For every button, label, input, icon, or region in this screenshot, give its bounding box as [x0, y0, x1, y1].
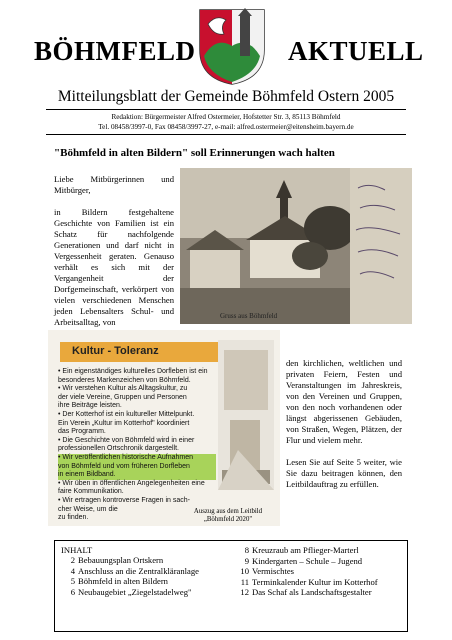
article-column-1 — [54, 174, 174, 339]
toc-item: 4 Anschluss an die Zentralkläranlage — [70, 565, 199, 576]
toc-item: 11 Terminkalender Kultur im Kotterhof — [240, 576, 378, 587]
leitbild-heading-bar — [60, 342, 218, 362]
toc-item: 6 Neubaugebiet „Ziegelstadelweg" — [70, 586, 192, 597]
leitbild-line: • Wir ertragen kontroverse Fragen in sach- — [58, 496, 191, 504]
article-column-2 — [286, 358, 402, 501]
masthead — [0, 0, 452, 86]
leitbild-line: professionellen Ortschronik dargestellt. — [58, 445, 180, 453]
toc-right-column — [235, 545, 410, 598]
leitbild-line: • Die Geschichte von Böhmfeld wird in einer — [58, 436, 195, 444]
toc-item: 5 Böhmfeld in alten Bildern — [70, 576, 168, 587]
redaktion-line-2: Tel. 08458/3997-0, Fax 08458/3997-27, e-mail: alfred.ostermeier@eitensheim.bayern.de — [98, 123, 354, 131]
leitbild-line: ihre Beiträge leisten. — [58, 402, 122, 410]
leitbild-line: faire Kommunikation. — [58, 488, 124, 496]
divider — [46, 109, 406, 110]
exhibition-photo — [218, 340, 274, 490]
leitbild-line: zu finden. — [58, 514, 89, 522]
article-paragraph: Lesen Sie auf Seite 5 weiter, wie Sie dazu beitragen können, den Leitbildauftrag zu erfüllen. — [286, 457, 402, 489]
leitbild-line-highlighted: in einem Bildband. — [58, 471, 216, 480]
historic-postcard-image — [180, 168, 412, 324]
leitbild-line: Ein Verein „Kultur im Kotterhof" koordiniert — [58, 419, 190, 427]
toc-item: 9 Kindergarten – Schule – Jugend — [244, 555, 363, 566]
toc-item: 12 Das Schaf als Landschaftsgestalter — [240, 587, 372, 598]
leitbild-line: das Programm. — [58, 428, 106, 436]
divider — [46, 134, 406, 135]
leitbild-line: cher Weise, um die — [58, 505, 118, 513]
toc-left-column — [61, 555, 231, 597]
leitbild-heading: Kultur - Toleranz — [72, 345, 159, 357]
leitbild-line: • Der Kotterhof ist ein kultureller Mittelpunkt. — [58, 410, 195, 418]
redaktion-line-1: Redaktion: Bürgermeister Alfred Ostermeier, Hofstetter Str. 3, 85113 Böhmfeld — [111, 113, 341, 121]
leitbild-line: • Wir verstehen Kultur als Alltagskultur, zu — [58, 385, 188, 393]
masthead-title-right: AKTUELL — [288, 36, 424, 66]
leitbild-line: • Ein eigenständiges kulturelles Dorfleben ist ein — [58, 368, 208, 375]
table-of-contents — [54, 540, 408, 632]
article-headline: "Böhmfeld in alten Bildern" soll Erinnerungen wach halten — [54, 147, 335, 159]
article-paragraph: in Bildern festgehaltene Geschichte von Familien ist ein Schatz für nachfolgende Generationen und darf nicht in Vergessenheit geraten. Genauso verhält es sich mit der Vergangenheit der Dorfgemeinschaft, verkörpert von vielen verschiedenen Menschen jeden Lebensalters Schul- und Arbeitsalltag, von — [54, 207, 174, 327]
caption-line-1: Auszug aus dem Leitbild — [193, 508, 263, 515]
caption-line-2: „Böhmfeld 2020" — [203, 516, 253, 523]
toc-item: 8 Kreuzraub am Pflieger-Marterl — [244, 545, 359, 555]
leitbild-line: der viele Vereine, Gruppen und Personen — [58, 393, 187, 401]
leitbild-line: besonderes Markenzeichen von Böhmfeld. — [58, 376, 191, 384]
leitbild-caption — [168, 508, 288, 524]
article-paragraph: Liebe Mitbürgerinnen und Mitbürger, — [54, 174, 174, 195]
leitbild-line: • Wir üben in öffentlichen Angelegenheiten eine — [58, 479, 205, 487]
subtitle: Mitteilungsblatt der Gemeinde Böhmfeld Ostern 2005 — [57, 88, 395, 105]
leitbild-line-highlighted: • Wir veröffentlichen historische Aufnahmen — [58, 454, 216, 463]
article-paragraph: den kirchlichen, weltlichen und privaten Feiern, Festen und Veranstaltungen im Jahreskreis, von den Vereinen und Gruppen, von den noch vorhandenen oder längst abgerissenen Gebäuden, von Straßen, Wegen, Plätzen, der Flur und vielem mehr. — [286, 358, 402, 445]
toc-item: 10 Vermischtes — [240, 566, 295, 577]
leitbild-body — [58, 368, 216, 523]
toc-item: 2 Bebauungsplan Ortskern — [70, 555, 164, 565]
masthead-title-left: BÖHMFELD — [34, 36, 196, 66]
leitbild-line-highlighted: von Böhmfeld und vom früheren Dorfleben — [58, 463, 216, 472]
postcard-caption: Gruss aus Böhmfeld — [220, 312, 278, 320]
leitbild-excerpt-image — [48, 330, 280, 526]
toc-title: INHALT — [61, 545, 93, 555]
coat-of-arms-icon — [196, 6, 268, 86]
